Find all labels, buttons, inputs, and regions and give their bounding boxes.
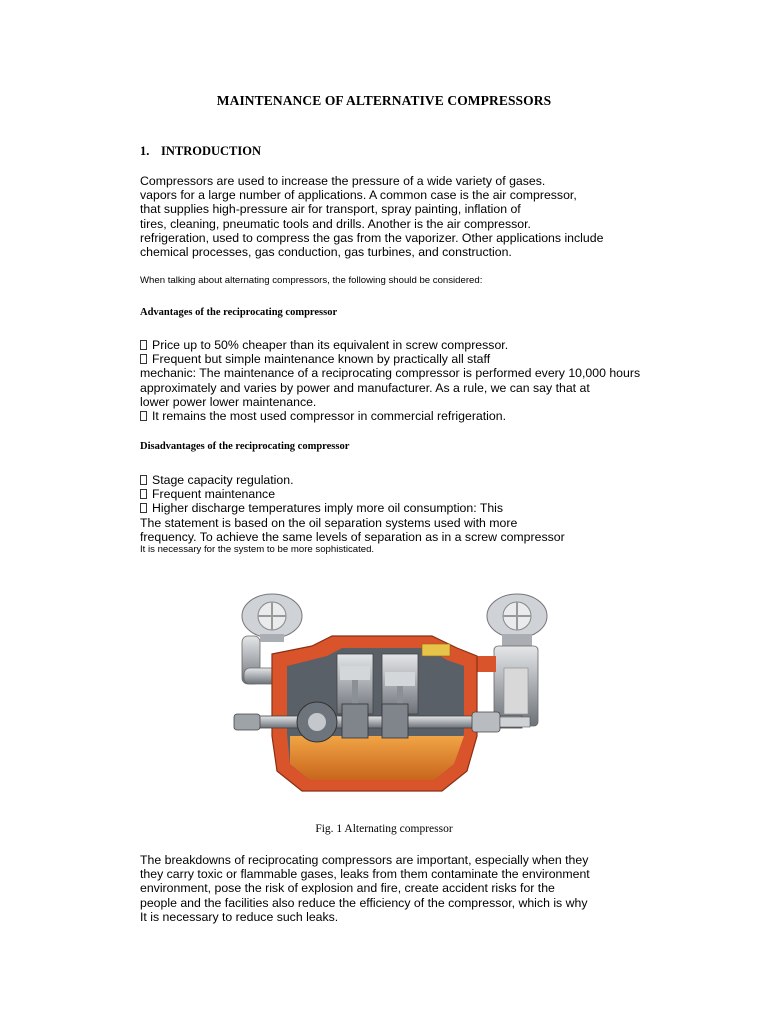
intro-line: Compressors are used to increase the pressure of a wide variety of gases. bbox=[140, 174, 546, 188]
bullet-box-icon bbox=[140, 475, 147, 485]
list-item: Price up to 50% cheaper than its equivalent in screw compressor. bbox=[140, 338, 660, 352]
bullet-box-icon bbox=[140, 503, 147, 513]
advantages-heading: Advantages of the reciprocating compressor bbox=[140, 307, 338, 318]
list-item-continuation: frequency. To achieve the same levels of separation as in a screw compressor bbox=[140, 529, 565, 544]
right-valve-icon bbox=[468, 594, 547, 726]
intro-line: tires, cleaning, pneumatic tools and drills. Another is the air compressor. bbox=[140, 216, 531, 231]
bullet-box-icon bbox=[140, 411, 147, 421]
list-item-continuation: The statement is based on the oil separation systems used with more bbox=[140, 515, 518, 530]
list-item-continuation: approximately and varies by power and manufacturer. As a rule, we can say that at bbox=[140, 380, 590, 395]
intro-line: chemical processes, gas conduction, gas turbines, and construction. bbox=[140, 245, 512, 260]
advantages-list bbox=[140, 338, 660, 423]
list-item: Frequent maintenance bbox=[140, 487, 660, 501]
closing-line: The breakdowns of reciprocating compressors are important, especially when they bbox=[140, 853, 589, 867]
intro-paragraph bbox=[140, 174, 660, 259]
closing-line: environment, pose the risk of explosion and fire, create accident risks for the bbox=[140, 881, 555, 896]
closing-paragraph bbox=[140, 853, 660, 924]
disadvantages-list bbox=[140, 473, 660, 556]
bullet-box-icon bbox=[140, 489, 147, 499]
list-item-note: It is necessary for the system to be more sophisticated. bbox=[140, 544, 375, 556]
bullet-box-icon bbox=[140, 354, 147, 364]
consider-note: When talking about alternating compressors, the following should be considered: bbox=[140, 275, 483, 286]
disadvantages-heading: Disadvantages of the reciprocating compressor bbox=[140, 441, 350, 452]
section-heading bbox=[140, 144, 261, 159]
section-number: 1. bbox=[140, 144, 150, 158]
list-item: Higher discharge temperatures imply more oil consumption: This bbox=[140, 501, 660, 515]
closing-line: they carry toxic or flammable gases, leaks from them contaminate the environment bbox=[140, 867, 590, 882]
list-item: It remains the most used compressor in commercial refrigeration. bbox=[140, 409, 660, 423]
intro-line: refrigeration, used to compress the gas from the vaporizer. Other applications include bbox=[140, 230, 604, 245]
oil-sump bbox=[290, 736, 464, 780]
document-title: MAINTENANCE OF ALTERNATIVE COMPRESSORS bbox=[216, 93, 552, 108]
bullet-box-icon bbox=[140, 340, 147, 350]
list-item: Frequent but simple maintenance known by practically all staff bbox=[140, 352, 660, 366]
list-item: Stage capacity regulation. bbox=[140, 473, 660, 487]
list-item-continuation: mechanic: The maintenance of a reciprocating compressor is performed every 10,000 hours bbox=[140, 366, 641, 381]
closing-line: It is necessary to reduce such leaks. bbox=[140, 909, 339, 924]
figure-caption: Fig. 1 Alternating compressor bbox=[315, 823, 453, 835]
section-title: INTRODUCTION bbox=[161, 144, 262, 158]
closing-line: people and the facilities also reduce the efficiency of the compressor, which is why bbox=[140, 895, 588, 910]
intro-line: that supplies high-pressure air for transport, spray painting, inflation of bbox=[140, 202, 521, 217]
list-item-continuation: lower power lower maintenance. bbox=[140, 394, 317, 409]
intro-line: vapors for a large number of applications. A common case is the air compressor, bbox=[140, 188, 577, 203]
compressor-figure bbox=[232, 576, 550, 806]
